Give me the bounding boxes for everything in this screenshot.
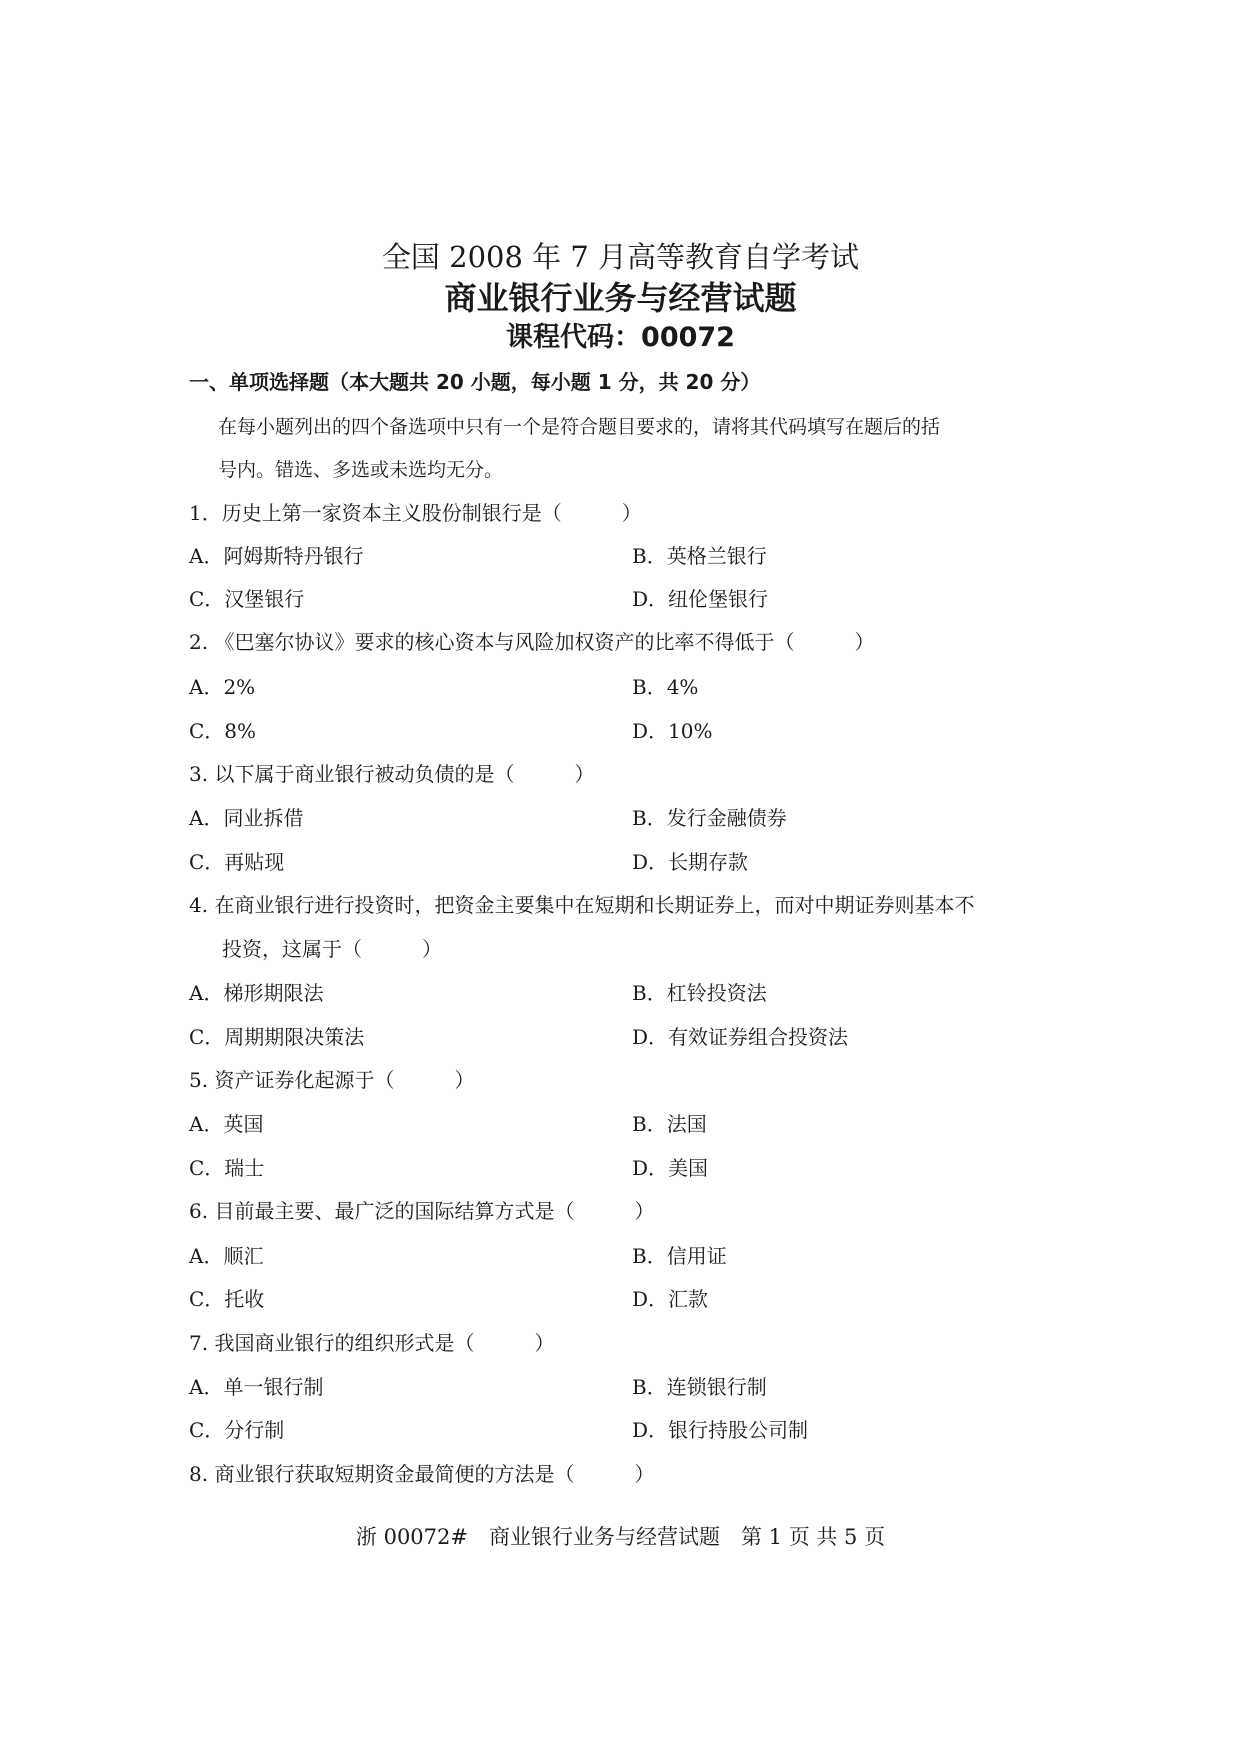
- question-1-option-c: C．汉堡银行: [189, 587, 305, 611]
- question-7-option-d: D．银行持股公司制: [632, 1418, 809, 1442]
- question-2-stem: 2. 《巴塞尔协议》要求的核心资本与风险加权资产的比率不得低于（ ）: [189, 630, 875, 654]
- question-4-option-c: C．周期期限决策法: [189, 1025, 365, 1049]
- question-4-option-b: B．杠铃投资法: [632, 981, 767, 1005]
- question-1-option-a: A．阿姆斯特丹银行: [189, 544, 364, 568]
- section-heading: 一、单项选择题（本大题共 20 小题，每小题 1 分，共 20 分）: [189, 370, 761, 394]
- question-1-stem: 1．历史上第一家资本主义股份制银行是（ ）: [189, 501, 642, 525]
- question-8-stem: 8. 商业银行获取短期资金最简便的方法是（ ）: [189, 1462, 655, 1486]
- question-7-option-c: C．分行制: [189, 1418, 285, 1442]
- question-2-option-d: D．10%: [632, 719, 713, 743]
- question-5-option-c: C．瑞士: [189, 1156, 265, 1180]
- question-5-stem: 5. 资产证券化起源于（ ）: [189, 1068, 475, 1092]
- question-7-stem: 7. 我国商业银行的组织形式是（ ）: [189, 1331, 555, 1355]
- paper-title: 商业银行业务与经营试题: [444, 279, 797, 317]
- question-3-stem: 3. 以下属于商业银行被动负债的是（ ）: [189, 762, 595, 786]
- question-4-stem: 4. 在商业银行进行投资时，把资金主要集中在短期和长期证券上，而对中期证券则基本不: [189, 893, 975, 917]
- question-6-option-d: D．汇款: [632, 1287, 709, 1311]
- question-5-option-d: D．美国: [632, 1156, 709, 1180]
- question-1-option-d: D．纽伦堡银行: [632, 587, 769, 611]
- question-6-option-c: C．托收: [189, 1287, 265, 1311]
- question-2-option-a: A．2%: [189, 675, 256, 699]
- section-instruction-line2: 号内。错选、多选或未选均无分。: [218, 459, 504, 481]
- question-6-stem: 6. 目前最主要、最广泛的国际结算方式是（ ）: [189, 1199, 655, 1223]
- question-4-option-d: D．有效证券组合投资法: [632, 1025, 849, 1049]
- page-footer: 浙 00072# 商业银行业务与经营试题 第 1 页 共 5 页: [355, 1525, 886, 1549]
- question-3-option-b: B．发行金融债券: [632, 806, 787, 830]
- exam-title: 全国 2008 年 7 月高等教育自学考试: [381, 240, 860, 274]
- course-code: 课程代码：00072: [506, 322, 735, 353]
- question-6-option-b: B．信用证: [632, 1244, 727, 1268]
- question-3-option-a: A．同业拆借: [189, 806, 304, 830]
- question-2-option-c: C．8%: [189, 719, 257, 743]
- question-4-option-a: A．梯形期限法: [189, 981, 324, 1005]
- question-4-stem-continued: 投资，这属于（ ）: [222, 937, 442, 961]
- question-7-option-a: A．单一银行制: [189, 1375, 324, 1399]
- question-3-option-d: D．长期存款: [632, 850, 749, 874]
- section-instruction-line1: 在每小题列出的四个备选项中只有一个是符合题目要求的，请将其代码填写在题后的括: [218, 416, 941, 438]
- question-6-option-a: A．顺汇: [189, 1244, 264, 1268]
- question-7-option-b: B．连锁银行制: [632, 1375, 767, 1399]
- question-5-option-b: B．法国: [632, 1112, 707, 1136]
- question-2-option-b: B．4%: [632, 675, 699, 699]
- question-1-option-b: B．英格兰银行: [632, 544, 767, 568]
- question-5-option-a: A．英国: [189, 1112, 264, 1136]
- question-3-option-c: C．再贴现: [189, 850, 285, 874]
